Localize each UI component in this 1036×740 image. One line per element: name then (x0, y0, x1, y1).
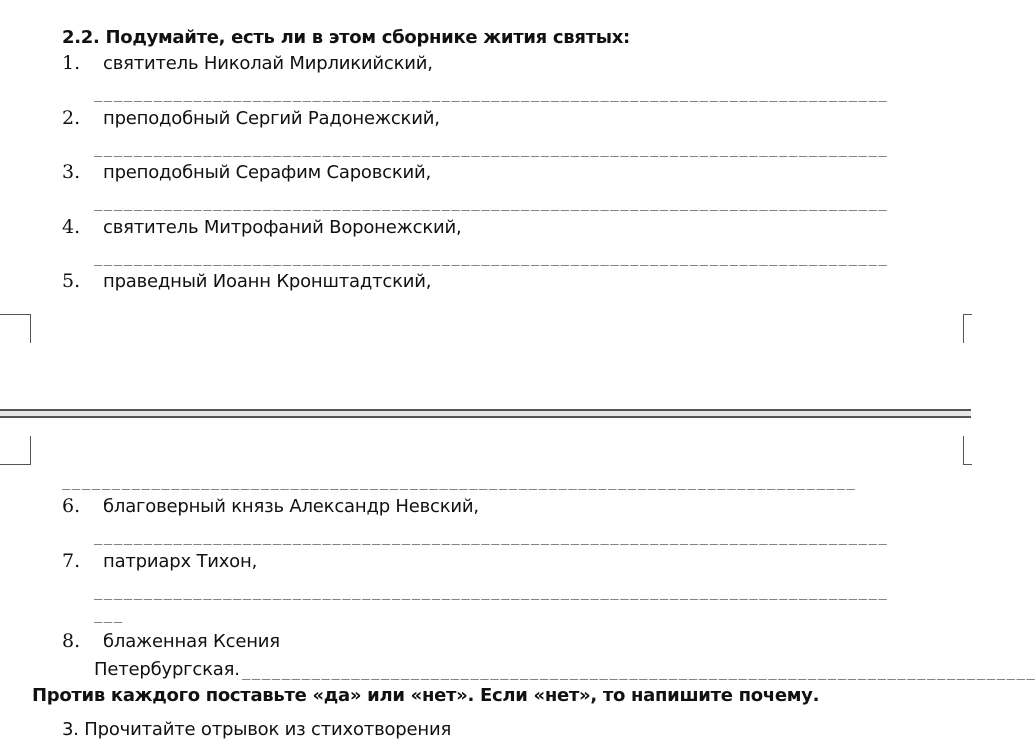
item-number: 5. (62, 270, 81, 292)
item-text: преподобный Серафим Саровский, (103, 162, 432, 183)
answer-line-tail: ___ (94, 607, 124, 623)
page-corner-mark (0, 314, 31, 343)
section-heading: 2.2. Подумайте, есть ли в этом сборнике жития святых: (62, 27, 630, 48)
instruction-text: Против каждого поставьте «да» или «нет». Если «нет», то напишите почему. (32, 685, 820, 706)
answer-line: ________________________________________________________________________________ (94, 584, 889, 600)
answer-line: ________________________________________________________________________________ (94, 529, 889, 545)
item-number: 4. (62, 216, 81, 238)
item-number: 6. (62, 495, 81, 517)
item-text: святитель Митрофаний Воронежский, (103, 217, 462, 238)
answer-line: ________________________________________________________________________________ (62, 474, 857, 490)
item-text: святитель Николай Мирликийский, (103, 53, 433, 74)
page-corner-mark (963, 436, 972, 465)
item-text: блаженная Ксения (103, 631, 280, 652)
item-number: 1. (62, 52, 81, 74)
item-text: праведный Иоанн Кронштадтский, (103, 271, 432, 292)
page-corner-mark (963, 314, 972, 343)
answer-line: ________________________________________________________________________________ (94, 250, 889, 266)
answer-line: ________________________________________________________________________________ (94, 195, 889, 211)
item-number: 3. (62, 161, 81, 183)
item-text: патриарх Тихон, (103, 551, 258, 572)
item-text: благоверный князь Александр Невский, (103, 496, 479, 517)
page-separator (0, 416, 971, 418)
page-corner-mark (0, 436, 31, 465)
answer-line: ________________________________________________________________________________ (242, 664, 1036, 680)
item-text-continued: Петербургская. (94, 659, 240, 680)
answer-line: ________________________________________________________________________________ (94, 141, 889, 157)
item-number: 8. (62, 630, 81, 652)
item-text: преподобный Сергий Радонежский, (103, 108, 440, 129)
item-number: 2. (62, 107, 81, 129)
answer-line: ________________________________________________________________________________ (94, 86, 889, 102)
next-item-partial: 3. Прочитайте отрывок из стихотворения (62, 719, 452, 740)
item-number: 7. (62, 550, 81, 572)
